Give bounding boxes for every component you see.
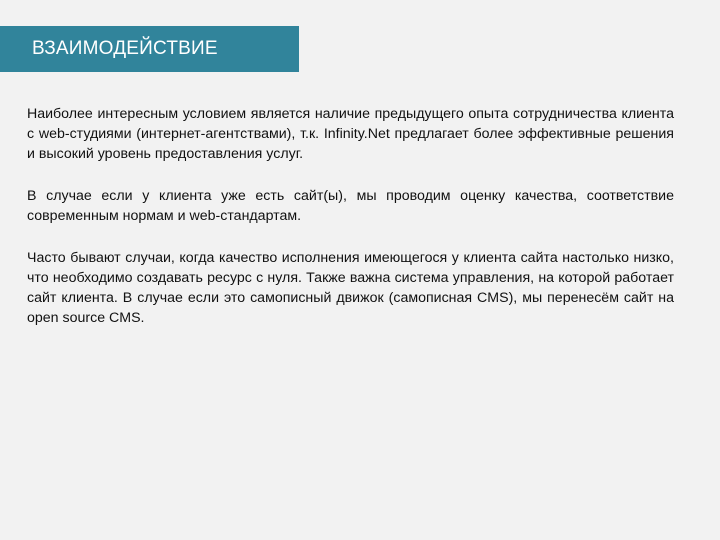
paragraph-cms: Часто бывают случаи, когда качество исполнения имеющегося у клиента сайта настолько низко, что необходимо создавать ресурс с нуля. Также важна система управления, на которой работает сайт клиента. В случае если это самописный движок (самописная CMS), мы перенесём сайт на open source CMS. [27,250,674,326]
paragraph-existing-site: В случае если у клиента уже есть сайт(ы), мы проводим оценку качества, соответствие современным нормам и web-стандартам. [27,188,674,224]
slide-title: ВЗАИМОДЕЙСТВИЕ [32,38,218,59]
paragraph-experience: Наиболее интересным условием является наличие предыдущего опыта сотрудничества клиента с web-студиями (интернет-агентствами), т.к. Infinity.Net предлагает более эффективные решения и высокий уровень предоставления услуг. [27,106,674,162]
slide-body [27,104,674,350]
title-banner [0,26,299,72]
